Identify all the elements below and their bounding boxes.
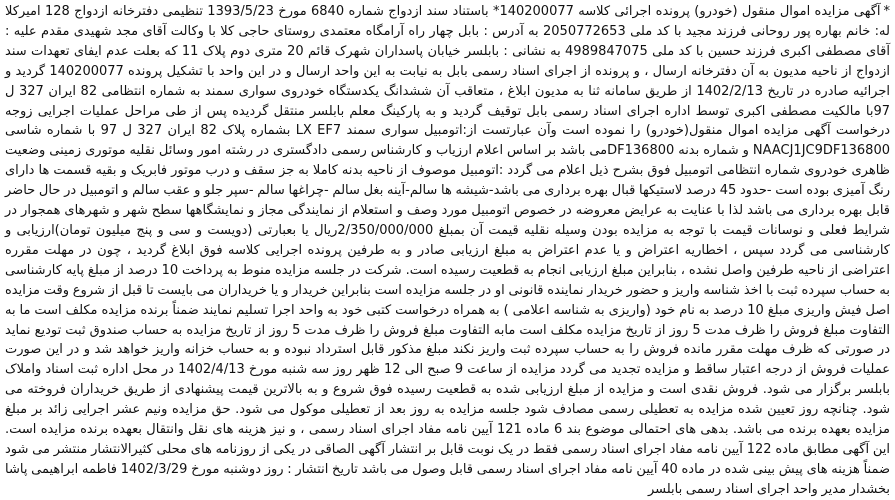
bullet-marker: * [883, 4, 891, 19]
notice-body-text: آگهی مزایده اموال منقول (خودرو) پرونده اجرائی کلاسه 140200077* باستناد سند ازدواج شماره 6840 مورخ 1393/5/23 تنظیمی دفترخانه ازدواج 128 امیرکلا له: خانم بهاره پور روحانی فرزند مجید با کد ملی 2050772653 به آدرس : بابل چهار راه آرامگاه معتمدی روستای حاجی کلا با وکالت آقای مجد شهیدی مقدم علیه : آقای مصطفی اکبری فرزند حسین با کد ملی 4989847075 به نشانی : بابلسر خیابان پاسداران شهرک قائم 20 متری دوم پلاک 11 که بعلت عدم ایفای تعهدات سند ازدواج از ناحیه مدیون به آن دفترخانه ارسال ، و پرونده از اجرای اسناد رسمی بابل به نیابت به این واحد ارسال و در این واحد با تشکیل پرونده 140200077 گردید و اجرائیه صادره در تاریخ 1402/2/13 از طریق سامانه ثنا به مدیون ابلاغ ، متعاقب آن ششدانگ یکدستگاه خودروی سواری سمند به شماره انتظامی 82 ایران 327 ل 97با مالکیت مصطفی اکبری توسط اداره اجرای اسناد رسمی بابل توقیف گردید و به پارکینگ معلم بابلسر منتقل گردیده پس از طی مراحل عملیات اجرایی زوجه درخواست آگهی مزایده اموال منقول(خودرو) را نموده است وآن عبارتست از:اتومبیل سواری سمند LX EF7 بشماره پلاک 82 ایران 327 ل 97 با شماره شاسی NAACJ1JC9DF136800 و شماره بدنه DF136800می باشد بر اساس اعلام ارزیاب و کارشناس رسمی دادگستری در رشته امور وسائل نقلیه موتوری زمینی وضعیت ظاهری خودروی شماره انتظامی اتومبیل فوق بشرح ذیل اعلام می گردد :اتومبیل موصوف از ناحیه بدنه کاملا به جز سقف و درب موتور فابریک و بقیه قسمت ها دارای رنگ آمیزی بوده است -حدود 45 درصد لاستیکها قبال بهره برداری می باشد-شیشه ها سالم-آینه بغل سالم -چراغها سالم -سپر جلو و عقب سالم و اتومبیل در حال حاضر قابل بهره برداری می باشد لذا با عنایت به عرایض معروضه در خصوص اتومبیل مورد وصف و استعلام از نمایندگی مجاز و نمایشگاهها سطح شهر و شهرهای همجوار در شرایط فعلی و نوسانات قیمت با توجه به مزایده بودن وسیله نقلیه قیمت آن بمبلغ 2/350/000/000ریال یا بعبارتی (دویست و سی و پنج میلیون تومان)ارزیابی و کارشناسی می گردد سپس ، اخطاریه اعتراض و یا عدم اعتراض به مبلغ ارزیابی صادر و به طرفین پرونده اجرایی کلاسه فوق ابلاغ گردید ، چون در مهلت مقرره اعتراضی از ناحیه طرفین واصل نشده ، بنابراین مبلغ ارزیابی انجام به قطعیت رسیده است. شرکت در جلسه مزایده منوط به پرداخت 10 درصد از مبلغ پایه کارشناسی به حساب سپرده ثبت با اخذ شناسه واریز و حضور خریدار نماینده قانونی او در جلسه مزایده است بنابراین خریدار و یا خریداران می بایست تا قبل از شروع وقت مزایده اصل فیش واریزی مبلغ 10 درصد به نام خود (واریزی به شناسه اعلامی ) به همراه درخواست کتبی خود به واحد اجرا تسلیم نمایند ضمناً برنده مزایده مکلف است ما به التفاوت مبلغ فروش را ظرف مدت 5 روز از تاریخ مزایده مکلف است مابه التفاوت مبلغ فروش را ظرف مدت 5 روز از تاریخ مزایده به حساب صندوق ثبت تودیع نماید در صورتی که ظرف مهلت مقرر مانده فروش را به حساب سپرده ثبت واریز نکند مبلغ مذکور قابل استرداد نبوده و به حساب خزانه واریز خواهد شد و در این صورت عملیات فروش از درجه اعتبار ساقط و مزایده تجدید می گردد مزایده از ساعت 9 صبح الی 12 ظهر روز سه شنبه مورخ 1402/4/13 در محل اداره ثبت اسناد واملاک بابلسر برگزار می شود. فروش نقدی است و مزایده از مبلغ ارزیابی شده به قطعیت رسیده فوق شروع و به بالاترین قیمت پیشنهادی از طریق خریداران فروخته می شود. چنانچه روز تعیین شده مزایده به تعطیلی رسمی مصادف شود جلسه مزایده به روز بعد از تعطیلی موکول می شود. حق مزایده ونیم عشر اجرایی زائد بر مبلغ مزایده بعهده برنده می باشد. بدهی های احتمالی موضوع بند 6 ماده 121 آیین نامه مفاد اجرای اسناد رسمی ، و نیز هزینه های نقل وانتقال بعهده برنده مزایده است. این آگهی مطابق ماده 122 آیین نامه مفاد اجرای اسناد رسمی فقط در یک نوبت قابل بر انتشار آگهی الصاقی در یکی از روزنامه های محلی کثیرالانتشار منتشر می شود ضمناً هزینه های پیش بینی شده در ماده 40 آیین نامه مفاد اجرای اسناد رسمی قابل وصول می باشد تاریخ انتشار : روز دوشنبه مورخ 1402/3/29 فاطمه ابراهیمی پاشا بخشدار مدیر واحد اجرای اسناد رسمی بابلسر [5, 4, 891, 497]
